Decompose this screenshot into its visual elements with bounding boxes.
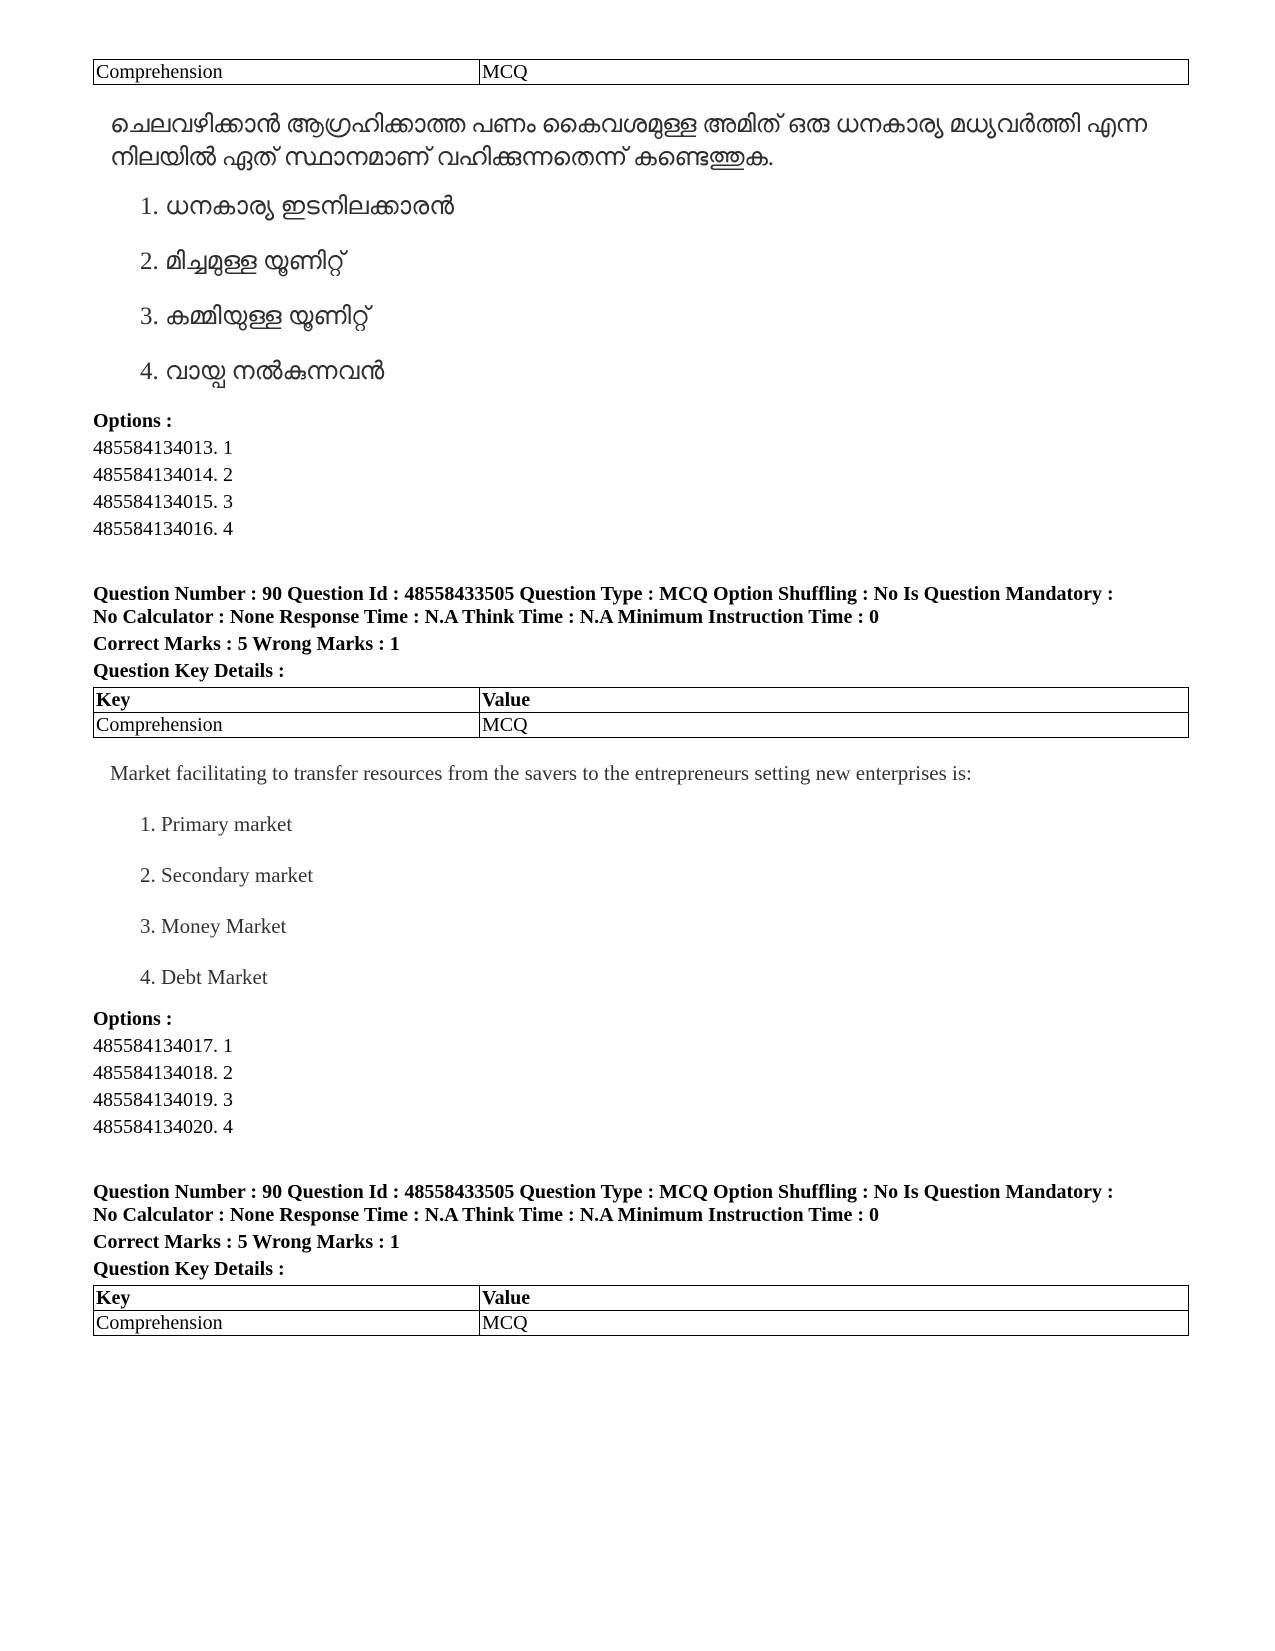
table-row (94, 713, 1189, 738)
option-id: 485584134019. 3 (93, 1089, 233, 1111)
option-id: 485584134013. 1 (93, 437, 233, 459)
question-text-malayalam: ചെലവഴിക്കാൻ ആഗ്രഹിക്കാത്ത പണം കൈവശമുള്ള അമിത് ഒരു ധനകാര്യ മധ്യവർത്തി എന്ന നിലയിൽ ഏത് സ്ഥാനമാണ് വഹിക്കുന്നതെന്ന് കണ്ടെത്തുക. (110, 111, 1147, 171)
question-marks: Correct Marks : 5 Wrong Marks : 1 (93, 1231, 400, 1253)
choice-item: 1. Primary market (140, 812, 293, 836)
options-heading: Options : (93, 410, 173, 432)
option-id: 485584134020. 4 (93, 1116, 233, 1138)
option-id: 485584134018. 2 (93, 1062, 233, 1084)
question-meta-line: Question Number : 90 Question Id : 48558433505 Question Type : MCQ Option Shuffling : No Is Question Mandatory : (93, 583, 1114, 605)
choice-item: 4. Debt Market (140, 965, 268, 989)
value-header: Value (480, 1286, 1189, 1311)
choice-item: 3. Money Market (140, 914, 287, 938)
top-key-table (93, 59, 1189, 85)
choice-item: 2. മിച്ചമുള്ള യൂണിറ്റ് (140, 248, 345, 275)
key-header: Key (94, 1286, 480, 1311)
option-id: 485584134014. 2 (93, 464, 233, 486)
option-id: 485584134017. 1 (93, 1035, 233, 1057)
option-id: 485584134016. 4 (93, 518, 233, 540)
question-marks: Correct Marks : 5 Wrong Marks : 1 (93, 633, 400, 655)
question-key-details: Question Key Details : (93, 660, 285, 682)
value-cell: MCQ (480, 60, 1189, 85)
table-header-row (94, 1286, 1189, 1311)
question-key-table (93, 687, 1189, 738)
question-meta-line: No Calculator : None Response Time : N.A Think Time : N.A Minimum Instruction Time : 0 (93, 606, 879, 628)
choice-item: 2. Secondary market (140, 863, 314, 887)
table-row (94, 60, 1189, 85)
option-id: 485584134015. 3 (93, 491, 233, 513)
key-cell: Comprehension (94, 60, 480, 85)
question-meta-line: Question Number : 90 Question Id : 48558433505 Question Type : MCQ Option Shuffling : No Is Question Mandatory : (93, 1181, 1114, 1203)
key-cell: Comprehension (94, 713, 480, 738)
table-row (94, 1311, 1189, 1336)
question-key-details: Question Key Details : (93, 1258, 285, 1280)
table-header-row (94, 688, 1189, 713)
question-text-english: Market facilitating to transfer resources from the savers to the entrepreneurs setting new enterprises is: (110, 761, 972, 785)
key-cell: Comprehension (94, 1311, 480, 1336)
value-cell: MCQ (480, 713, 1189, 738)
choice-item: 4. വായ്പ നൽകുന്നവൻ (140, 358, 385, 385)
question-key-table (93, 1285, 1189, 1336)
choice-item: 1. ധനകാര്യ ഇടനിലക്കാരൻ (140, 193, 454, 220)
value-cell: MCQ (480, 1311, 1189, 1336)
options-heading: Options : (93, 1008, 173, 1030)
value-header: Value (480, 688, 1189, 713)
key-header: Key (94, 688, 480, 713)
question-meta-line: No Calculator : None Response Time : N.A Think Time : N.A Minimum Instruction Time : 0 (93, 1204, 879, 1226)
choice-item: 3. കമ്മിയുള്ള യൂണിറ്റ് (140, 303, 370, 330)
